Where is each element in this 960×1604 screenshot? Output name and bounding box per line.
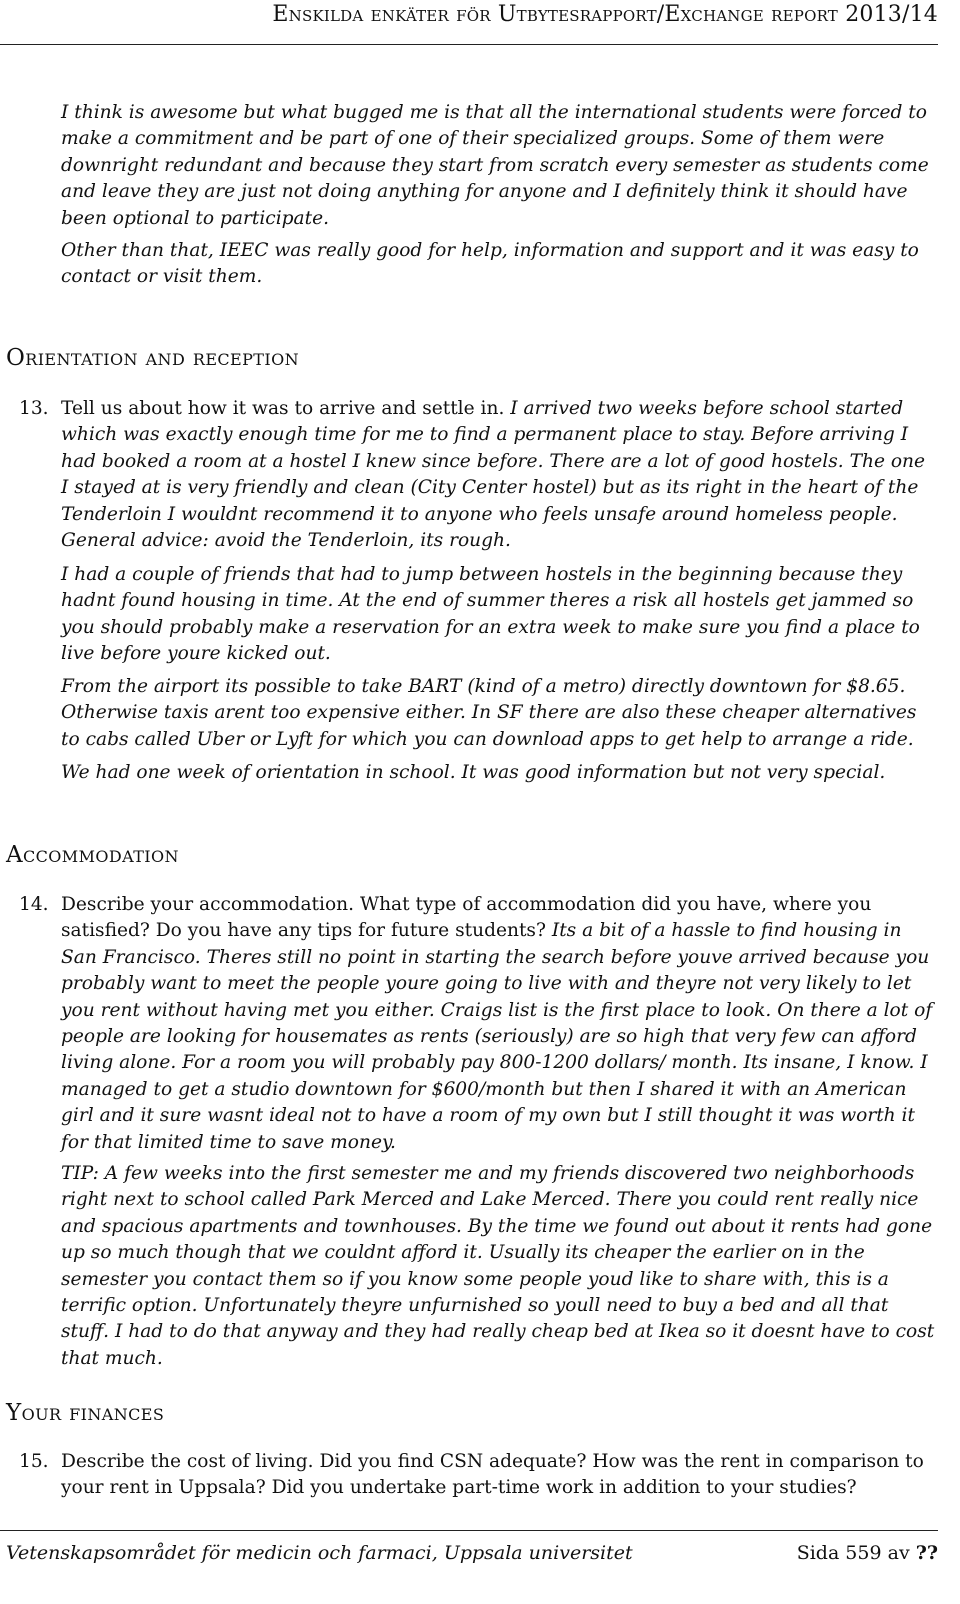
footer-page-number [797,1542,938,1564]
footer-page-label: Sida 559 av [796,1542,910,1564]
section-heading-orientation: Orientation and reception [6,345,300,371]
question-14-block [61,892,938,1156]
intro-paragraph-1: I think is awesome but what bugged me is that all the international students were forced to make a commitment and be part of one of their specialized groups. Some of them were downright redundant and because they start from scratch every semester as students come and leave they are just not doing anything for anyone and I definitely think it should have been optional to participate. [61,102,929,229]
question-number-14: 14. [19,894,49,915]
answer-13-paragraph-4: We had one week of orientation in school. It was good information but not very special. [61,762,886,783]
answer-13-paragraph-3: From the airport its possible to take BART (kind of a metro) directly downtown for $8.65. Otherwise taxis arent too expensive either. In SF there are also these cheaper alternatives to cabs called Uber or Lyft for which you can download apps to get help to arrange a ride. [61,676,917,750]
answer-14-paragraph-2: TIP: A few weeks into the first semester me and my friends discovered two neighborhoods right next to school called Park Merced and Lake Merced. There you could rent really nice and spacious apartments and townhouses. By the time we found out about it rents had gone up so much though that we couldnt afford it. Usually its cheaper the earlier on in the semester you contact them so if you know some people youd like to share with, this is a terrific option. Unfortunately theyre unfurnished so youll need to buy a bed and all that stuff. I had to do that anyway and they had really cheap bed at Ikea so it doesnt have to cost that much. [61,1163,935,1369]
question-15-text: Describe the cost of living. Did you find CSN adequate? How was the rent in comparison to your rent in Uppsala? Did you undertake part-time work in addition to your studies? [61,1451,924,1499]
header-rule [0,44,938,45]
question-number-13: 13. [19,398,49,419]
question-number-15: 15. [19,1451,49,1472]
question-13-block [61,396,938,554]
running-header: Enskilda enkäter för Utbytesrapport/Exchange report 2013/14 [272,2,938,27]
footer-institution: Vetenskapsområdet för medicin och farmaci, Uppsala universitet [6,1542,633,1564]
answer-14-text: Its a bit of a hassle to find housing in San Francisco. Theres still no point in starting the search before youve arrived because you probably want to meet the people youre going to live with and theyre not very likely to let you rent without having met you either. Craigs list is the first place to look. On there a lot of people are looking for housemates as rents (seriously) are so high that very few can afford living alone. For a room you will probably pay 800-1200 dollars/ month. Its insane, I know. I managed to get a studio downtown for $600/month but then I shared it with an American girl and it sure wasnt ideal not to have a room of my own but I still thought it was worth it for that limited time to save money. [61,920,933,1153]
section-heading-accommodation: Accommodation [6,842,179,868]
section-heading-finances: Your finances [6,1400,165,1426]
question-14-text: Describe your accommodation. What type of accommodation did you have, where you satisfied? Do you have any tips for future students? [61,894,872,942]
answer-13-text: I arrived two weeks before school started which was exactly enough time for me to find a permanent place to stay. Before arriving I had booked a room at a hostel I knew since before. There are a lot of good hostels. The one I stayed at is very friendly and clean (City Center hostel) but as its right in the heart of the Tenderloin I wouldnt recommend it to anyone who feels unsafe around homeless people. General advice: avoid the Tenderloin, its rough. [61,398,926,552]
footer-page-total: ?? [915,1542,938,1564]
footer-rule [0,1530,938,1531]
intro-paragraph-2: Other than that, IEEC was really good for help, information and support and it was easy to contact or visit them. [61,240,919,288]
question-13-text: Tell us about how it was to arrive and settle in. [61,398,505,419]
answer-13-paragraph-2: I had a couple of friends that had to jump between hostels in the beginning because they hadnt found housing in time. At the end of summer theres a risk all hostels get jammed so you should probably make a reservation for an extra week to make sure you find a place to live before youre kicked out. [61,564,920,665]
